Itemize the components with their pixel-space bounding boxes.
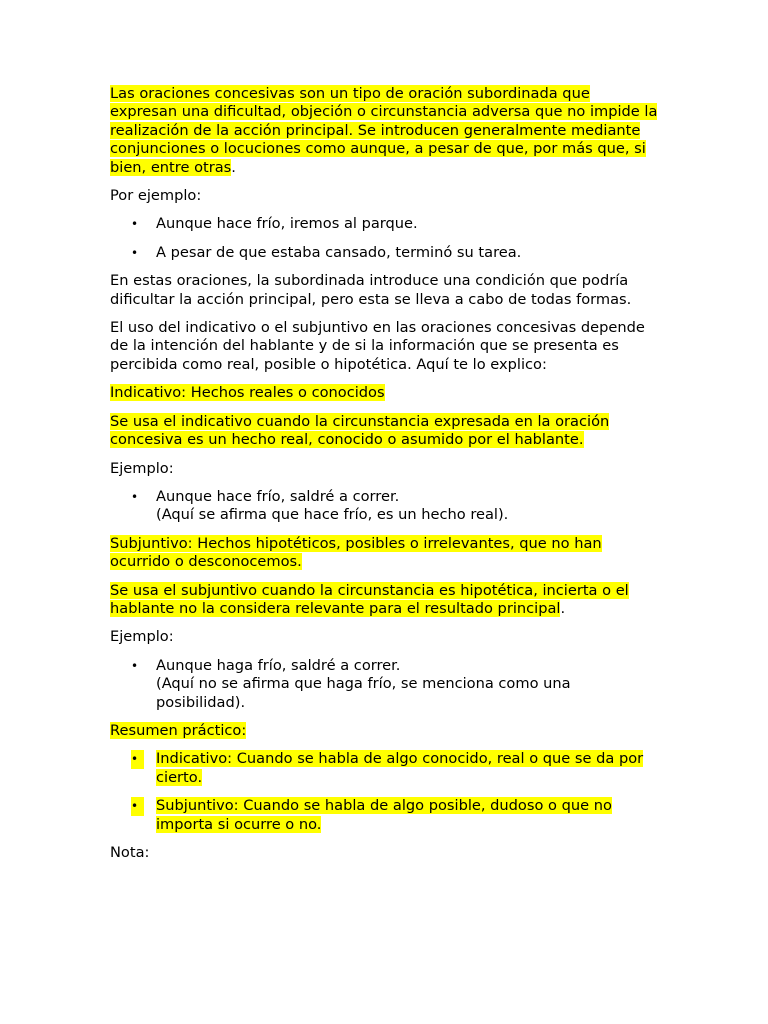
list-item bbox=[110, 797, 658, 834]
intro-paragraph bbox=[110, 85, 658, 177]
subjuntivo-description bbox=[110, 582, 658, 619]
indicativo-example-sentence: • Aunque hace frío, saldré a correr. bbox=[156, 487, 400, 505]
resumen-heading-text: Resumen práctico: bbox=[110, 721, 247, 739]
indicativo-example-note: (Aquí se afirma que hace frío, es un hecho real). bbox=[156, 506, 509, 524]
subjuntivo-heading bbox=[110, 535, 658, 572]
usage-paragraph: El uso del indicativo o el subjuntivo en las oraciones concesivas depende de la intención del hablante y de si la información que se presenta es percibida como real, posible o hipotética. Aquí te lo explico: bbox=[110, 319, 645, 373]
resumen-item-indicativo: Indicativo: Cuando se habla de algo conocido, real o que se da por cierto. bbox=[156, 750, 644, 786]
intro-period: . bbox=[231, 158, 236, 176]
resumen-list bbox=[110, 750, 658, 834]
examples-list-1 bbox=[110, 215, 658, 262]
por-ejemplo-label: Por ejemplo: bbox=[110, 187, 202, 205]
indicativo-description-text: Se usa el indicativo cuando la circunstancia expresada en la oración concesiva es un hecho real, conocido o asumido por el hablante. bbox=[110, 412, 610, 449]
resumen-heading bbox=[110, 722, 658, 740]
list-item: • A pesar de que estaba cansado, terminó su tarea. bbox=[110, 244, 658, 262]
indicativo-description bbox=[110, 413, 658, 450]
resumen-item-subjuntivo: Subjuntivo: Cuando se habla de algo posible, dudoso o que no importa si ocurre o no. bbox=[156, 797, 612, 833]
subjuntivo-example-sentence: • Aunque haga frío, saldré a correr. bbox=[156, 656, 401, 674]
indicativo-example-list bbox=[110, 488, 658, 525]
subjuntivo-description-text: Se usa el subjuntivo cuando la circunstancia es hipotética, incierta o el hablante no la considera relevante para el resultado principal bbox=[110, 581, 629, 617]
subjuntivo-heading-text: Subjuntivo: Hechos hipotéticos, posibles o irrelevantes, que no han ocurrido o desconocemos. bbox=[110, 534, 602, 571]
indicativo-heading-text: Indicativo: Hechos reales o conocidos bbox=[110, 384, 385, 402]
list-item bbox=[110, 657, 658, 712]
list-item bbox=[110, 750, 658, 787]
list-item bbox=[110, 488, 658, 525]
nota-label: Nota: bbox=[110, 844, 150, 861]
indicativo-heading bbox=[110, 384, 658, 402]
subjuntivo-description-period: . bbox=[560, 599, 566, 617]
subjuntivo-example-note: (Aquí no se afirma que haga frío, se menciona como una posibilidad). bbox=[156, 675, 571, 711]
ejemplo-label-2: Ejemplo: bbox=[110, 628, 174, 646]
ejemplo-label-1: Ejemplo: bbox=[110, 459, 174, 477]
list-item: • Aunque hace frío, iremos al parque. bbox=[110, 215, 658, 233]
intro-highlight: Las oraciones concesivas son un tipo de oración subordinada que expresan una dificultad, objeción o circunstancia adversa que no impide la realización de la acción principal. Se introducen generalmente mediante conjunciones o locuciones como aunque, a pesar de que, por más que, si bien, entre otras bbox=[110, 85, 658, 176]
subjuntivo-example-list bbox=[110, 657, 658, 712]
condition-paragraph: En estas oraciones, la subordinada introduce una condición que podría dificultar la acción principal, pero esta se lleva a cabo de todas formas. bbox=[110, 272, 632, 308]
